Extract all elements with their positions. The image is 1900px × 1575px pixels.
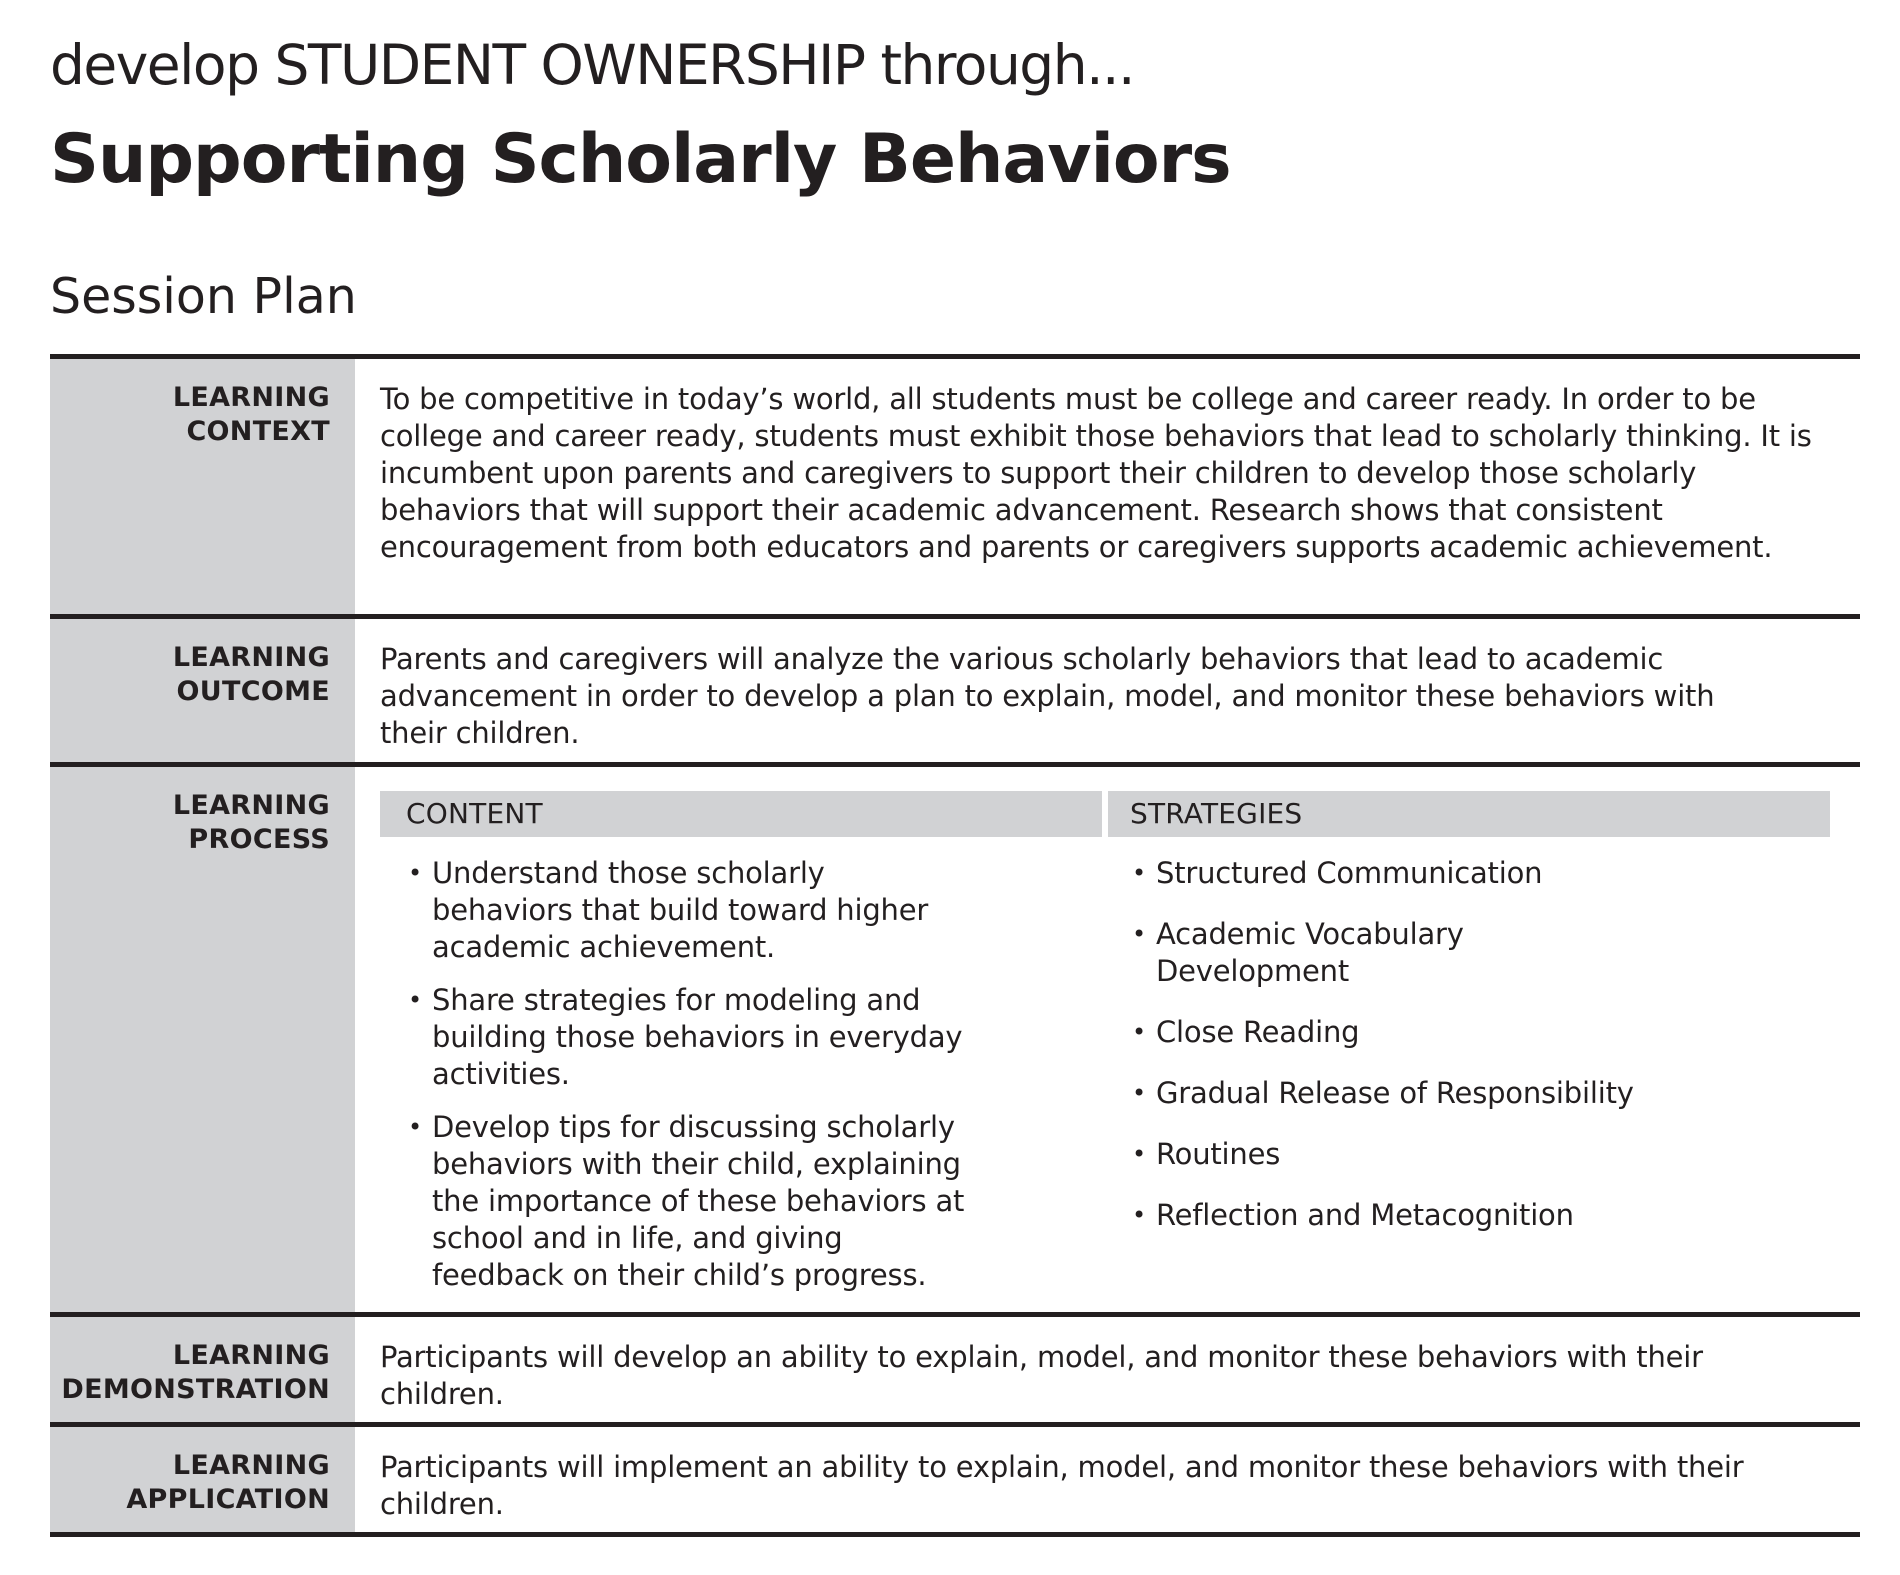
label-line: DEMONSTRATION bbox=[61, 1374, 330, 1405]
bullet-icon: • bbox=[1132, 859, 1146, 887]
label-line: LEARNING bbox=[172, 1450, 330, 1481]
learning-context-body bbox=[355, 359, 1860, 614]
list-item-text: Reflection and Metacognition bbox=[1156, 1198, 1574, 1232]
content-column bbox=[380, 791, 1102, 1310]
process-columns bbox=[380, 791, 1830, 1310]
label-line: LEARNING bbox=[172, 790, 330, 821]
learning-context-label bbox=[50, 359, 355, 614]
strategies-list bbox=[1108, 837, 1690, 1234]
list-item bbox=[406, 982, 966, 1093]
learning-application-row bbox=[50, 1427, 1860, 1537]
learning-process-row bbox=[50, 767, 1860, 1317]
learning-demonstration-row bbox=[50, 1317, 1860, 1427]
learning-process-body bbox=[355, 767, 1860, 1312]
bullet-icon: • bbox=[1132, 1018, 1146, 1046]
bullet-icon: • bbox=[408, 986, 422, 1014]
learning-demonstration-label bbox=[50, 1317, 355, 1422]
learning-outcome-body bbox=[355, 619, 1860, 762]
bullet-icon: • bbox=[1132, 920, 1146, 948]
learning-application-text: Participants will implement an ability to explain, model, and monitor these behaviors with their children. bbox=[380, 1450, 1744, 1521]
learning-context-row bbox=[50, 359, 1860, 619]
strategies-column bbox=[1108, 791, 1830, 1310]
learning-outcome-row bbox=[50, 619, 1860, 767]
bullet-icon: • bbox=[1132, 1140, 1146, 1168]
learning-demonstration-text: Participants will develop an ability to explain, model, and monitor these behaviors with their children. bbox=[380, 1340, 1703, 1411]
header-kicker: develop STUDENT OWNERSHIP through... bbox=[50, 33, 1135, 97]
list-item-text: Routines bbox=[1156, 1137, 1281, 1171]
list-item-text: Develop tips for discussing scholarly behaviors with their child, explaining the importance of these behaviors at school and in life, and giving feedback on their child’s progress. bbox=[432, 1110, 965, 1292]
bullet-icon: • bbox=[1132, 1079, 1146, 1107]
learning-application-label bbox=[50, 1427, 355, 1532]
label-line: CONTEXT bbox=[186, 416, 330, 447]
learning-outcome-text: Parents and caregivers will analyze the various scholarly behaviors that lead to academic advancement in order to develop a plan to explain, model, and monitor these behaviors with their children. bbox=[380, 642, 1715, 750]
learning-process-label bbox=[50, 767, 355, 1312]
list-item-text: Understand those scholarly behaviors that build toward higher academic achievement. bbox=[432, 856, 929, 964]
page-title: Supporting Scholarly Behaviors bbox=[50, 120, 1231, 199]
list-item bbox=[406, 855, 966, 966]
learning-outcome-label bbox=[50, 619, 355, 762]
list-item bbox=[1130, 1136, 1690, 1173]
content-list bbox=[380, 837, 966, 1294]
list-item bbox=[1130, 855, 1690, 892]
bullet-icon: • bbox=[408, 859, 422, 887]
list-item-text: Gradual Release of Responsibility bbox=[1156, 1076, 1634, 1110]
content-heading: CONTENT bbox=[380, 791, 1102, 837]
label-line: OUTCOME bbox=[176, 676, 330, 707]
section-title: Session Plan bbox=[50, 268, 357, 325]
list-item bbox=[1130, 1075, 1690, 1112]
list-item-text: Close Reading bbox=[1156, 1015, 1360, 1049]
label-line: LEARNING bbox=[172, 1340, 330, 1371]
label-line: APPLICATION bbox=[126, 1484, 330, 1515]
label-line: LEARNING bbox=[172, 642, 330, 673]
list-item-text: Structured Communication bbox=[1156, 856, 1543, 890]
list-item bbox=[1130, 916, 1536, 990]
label-line: PROCESS bbox=[188, 824, 330, 855]
bullet-icon: • bbox=[408, 1113, 422, 1141]
label-line: LEARNING bbox=[172, 382, 330, 413]
list-item bbox=[1130, 1197, 1690, 1234]
list-item bbox=[406, 1109, 966, 1294]
learning-demonstration-body bbox=[355, 1317, 1860, 1422]
session-plan-table bbox=[50, 354, 1860, 1537]
list-item-text: Share strategies for modeling and building those behaviors in everyday activities. bbox=[432, 983, 963, 1091]
learning-application-body bbox=[355, 1427, 1860, 1532]
list-item-text: Academic Vocabulary Development bbox=[1156, 917, 1464, 988]
strategies-heading: STRATEGIES bbox=[1108, 791, 1830, 837]
learning-context-text: To be competitive in today’s world, all students must be college and career ready. In order to be college and career ready, students must exhibit those behaviors that lead to scholarly thinking. It is incumbent upon parents and caregivers to support their children to develop those scholarly behaviors that will support their academic advancement. Research shows that consistent encouragement from both educators and parents or caregivers supports academic achievement. bbox=[380, 382, 1812, 564]
list-item bbox=[1130, 1014, 1690, 1051]
bullet-icon: • bbox=[1132, 1201, 1146, 1229]
